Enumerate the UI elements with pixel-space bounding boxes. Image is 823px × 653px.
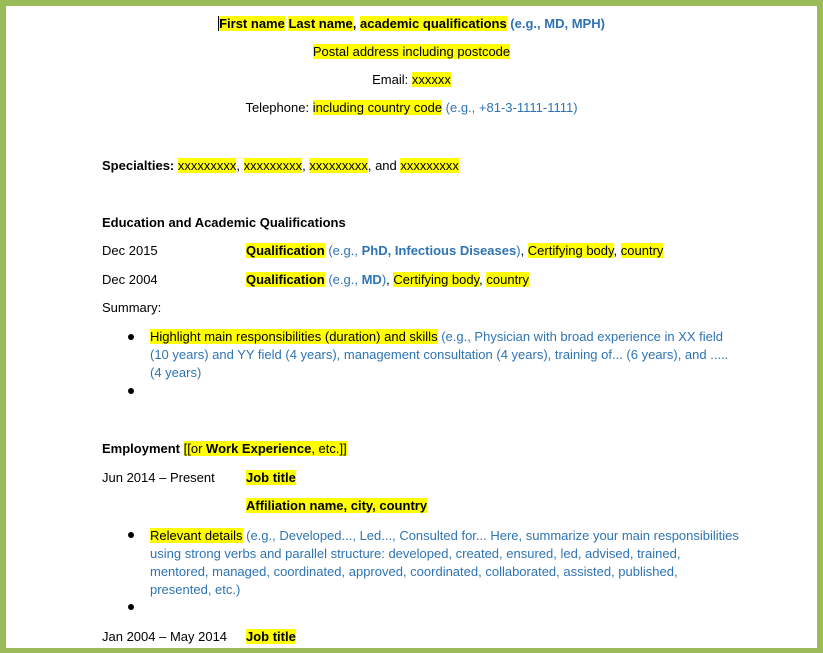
specialty-sep-2: , <box>302 158 310 173</box>
job1-affiliation: Affiliation name, city, country <box>246 498 428 513</box>
employment-heading: Employment <box>102 441 181 456</box>
qualification-1: Qualification <box>246 243 325 258</box>
specialties-label: Specialties: <box>102 158 178 173</box>
specialty-4: xxxxxxxxx <box>400 158 459 173</box>
bullet-dot <box>128 334 134 340</box>
certifying-body-1: Certifying body <box>527 243 614 258</box>
education-sep-2a: , <box>386 272 394 287</box>
telephone-example: (e.g., +81-3-1111-1111) <box>442 100 578 115</box>
postal-address: Postal address including postcode <box>312 44 511 59</box>
summary-bullet <box>150 328 740 382</box>
education-date-2: Dec 2004 <box>102 272 158 287</box>
job1-details-bullet <box>150 527 740 599</box>
employment-heading-line <box>102 440 347 458</box>
employment-alt-bold: Work Experience <box>206 441 312 456</box>
qualification-example-close-2: ) <box>381 272 387 287</box>
job2-title-line <box>246 628 296 646</box>
job1-details-highlight: Relevant details <box>150 528 243 543</box>
summary-label: Summary: <box>102 300 162 315</box>
education-entry-2 <box>246 271 529 289</box>
specialty-sep-3: , and <box>367 158 401 173</box>
certifying-body-2: Certifying body <box>393 272 480 287</box>
specialties-line <box>102 157 459 175</box>
country-1: country <box>620 243 664 258</box>
education-entry-1 <box>246 242 663 260</box>
qualification-example-open-1: (e.g., <box>324 243 362 258</box>
job1-affiliation-line <box>246 497 427 515</box>
qualifications-example: (e.g., MD, MPH) <box>506 16 605 31</box>
employment-alt-open: [[or <box>183 441 207 456</box>
email-line <box>6 71 817 89</box>
postal-line <box>6 43 817 61</box>
specialty-3: xxxxxxxxx <box>309 158 368 173</box>
first-name: First name <box>219 16 285 31</box>
summary-highlight: Highlight main responsibilities (duration) and skills <box>150 329 438 344</box>
bullet-dot <box>128 532 134 538</box>
job1-title-line <box>246 469 296 487</box>
document-page[interactable] <box>6 6 817 648</box>
name-line <box>6 15 817 33</box>
qualification-example-close-1: ) <box>516 243 521 258</box>
email-label: Email: <box>372 72 412 87</box>
qualification-example-open-2: (e.g., <box>324 272 362 287</box>
specialty-2: xxxxxxxxx <box>243 158 303 173</box>
education-sep-1a: , <box>520 243 528 258</box>
name-separator: , <box>352 16 361 31</box>
job1-title: Job title <box>246 470 296 485</box>
telephone-label: Telephone: <box>245 100 313 115</box>
bullet-dot <box>128 604 134 610</box>
job2-dates: Jan 2004 – May 2014 <box>102 629 228 644</box>
last-name: Last name <box>288 16 353 31</box>
job1-details-example: (e.g., Developed..., Led..., Consulted for... Here, summarize your main responsibilities using strong verbs and parallel structure: developed, created, ensured, led, advised, trained, mentored, managed, coordinated, approved, coordinated, collaborated, assisted, published, presented, etc.) <box>150 528 739 597</box>
education-sep-2b: , <box>479 272 487 287</box>
qualification-2: Qualification <box>246 272 325 287</box>
job2-title: Job title <box>246 629 296 644</box>
education-date-1: Dec 2015 <box>102 243 158 258</box>
country-2: country <box>486 272 530 287</box>
telephone-line <box>6 99 817 117</box>
specialty-1: xxxxxxxxx <box>177 158 237 173</box>
telephone-value: including country code <box>312 100 443 115</box>
bullet-dot <box>128 388 134 394</box>
academic-qualifications: academic qualifications <box>360 16 507 31</box>
qualification-example-2: MD <box>361 272 382 287</box>
education-heading: Education and Academic Qualifications <box>102 215 346 230</box>
employment-alt-close: , etc.]] <box>311 441 347 456</box>
job1-dates: Jun 2014 – Present <box>102 470 215 485</box>
summary-example: (e.g., Physician with broad experience in XX field (10 years) and YY field (4 years), management consultation (4 years), training of... (6 years), and ..... (4 years) <box>150 329 729 380</box>
education-sep-1b: , <box>613 243 621 258</box>
email-value: xxxxxx <box>411 72 451 87</box>
specialty-sep-1: , <box>236 158 244 173</box>
qualification-example-1: PhD, Infectious Diseases <box>361 243 517 258</box>
